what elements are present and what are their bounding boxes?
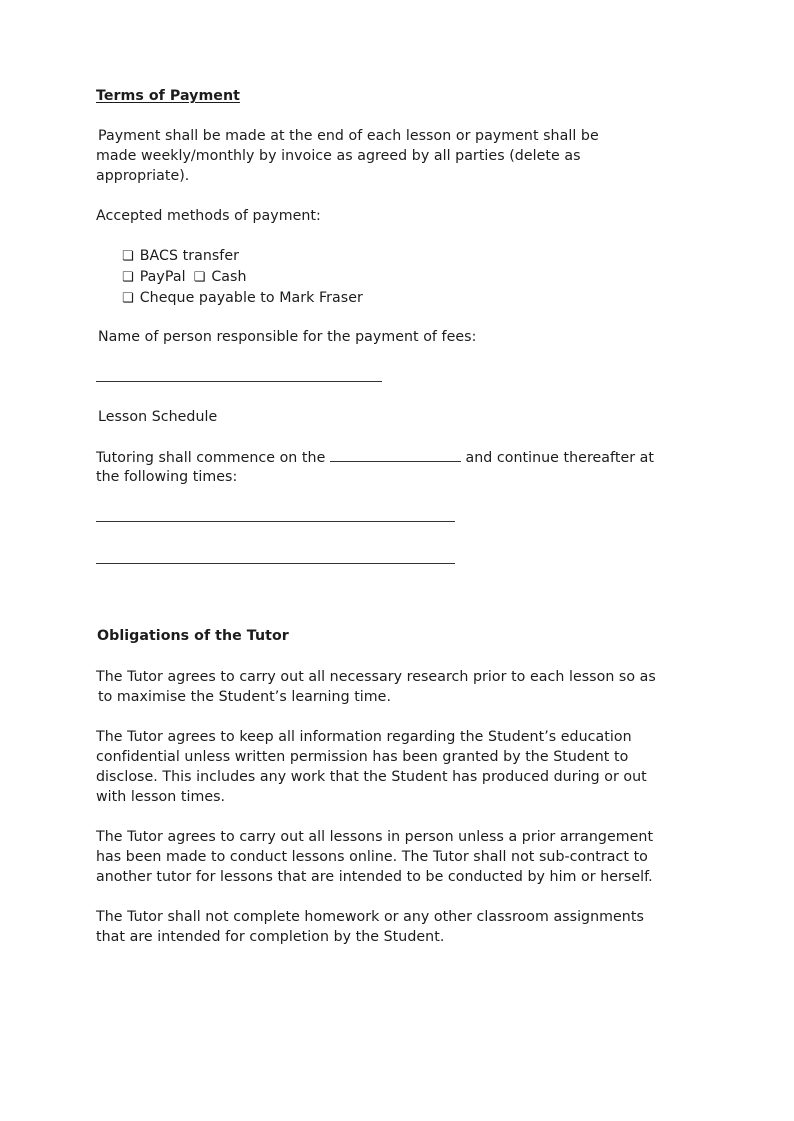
obligation-1-line-1: The Tutor agrees to carry out all necessary research prior to each lesson so as [96, 669, 656, 685]
method-bacs: ❏ BACS transfer [122, 246, 239, 267]
schedule-times-blank-2[interactable] [96, 563, 455, 564]
commence-date-blank[interactable] [330, 447, 461, 462]
obligation-2-line-2: confidential unless written permission has been granted by the Student to [96, 749, 629, 765]
commence-line-2: the following times: [96, 469, 238, 485]
payment-paragraph-line-1: Payment shall be made at the end of each lesson or payment shall be [98, 128, 599, 144]
schedule-times-blank-1[interactable] [96, 521, 455, 522]
obligation-2-line-1: The Tutor agrees to keep all information regarding the Student’s education [96, 729, 632, 745]
obligation-2-line-3: disclose. This includes any work that the Student has produced during or out [96, 769, 647, 785]
obligation-3-line-1: The Tutor agrees to carry out all lessons in person unless a prior arrangement [96, 829, 654, 845]
obligation-1-line-2: to maximise the Student’s learning time. [98, 689, 392, 705]
responsible-person-blank[interactable] [96, 381, 382, 382]
payment-paragraph-line-3: appropriate). [96, 168, 190, 184]
method-cheque: ❏ Cheque payable to Mark Fraser [122, 288, 363, 309]
obligation-2-line-4: with lesson times. [96, 789, 226, 805]
checkbox-icon[interactable]: ❏ [122, 270, 134, 285]
responsible-person-label: Name of person responsible for the payment of fees: [98, 329, 477, 345]
commence-line-1: Tutoring shall commence on the and continue thereafter at [96, 447, 654, 468]
obligation-3-line-2: has been made to conduct lessons online. The Tutor shall not sub-contract to [96, 849, 648, 865]
obligation-4-line-1: The Tutor shall not complete homework or any other classroom assignments [96, 909, 644, 925]
obligation-4-line-2: that are intended for completion by the Student. [96, 929, 445, 945]
method-paypal-cash: ❏ PayPal ❏ Cash [122, 267, 247, 288]
checkbox-icon[interactable]: ❏ [193, 270, 206, 285]
terms-of-payment-heading: Terms of Payment [96, 88, 240, 104]
lesson-schedule-heading: Lesson Schedule [98, 409, 218, 425]
obligation-3-line-3: another tutor for lessons that are intended to be conducted by him or herself. [96, 869, 653, 885]
payment-paragraph-line-2: made weekly/monthly by invoice as agreed by all parties (delete as [96, 148, 581, 164]
accepted-methods-label: Accepted methods of payment: [96, 208, 321, 224]
obligations-heading: Obligations of the Tutor [97, 628, 289, 644]
checkbox-icon[interactable]: ❏ [122, 249, 134, 264]
checkbox-icon[interactable]: ❏ [122, 291, 134, 306]
